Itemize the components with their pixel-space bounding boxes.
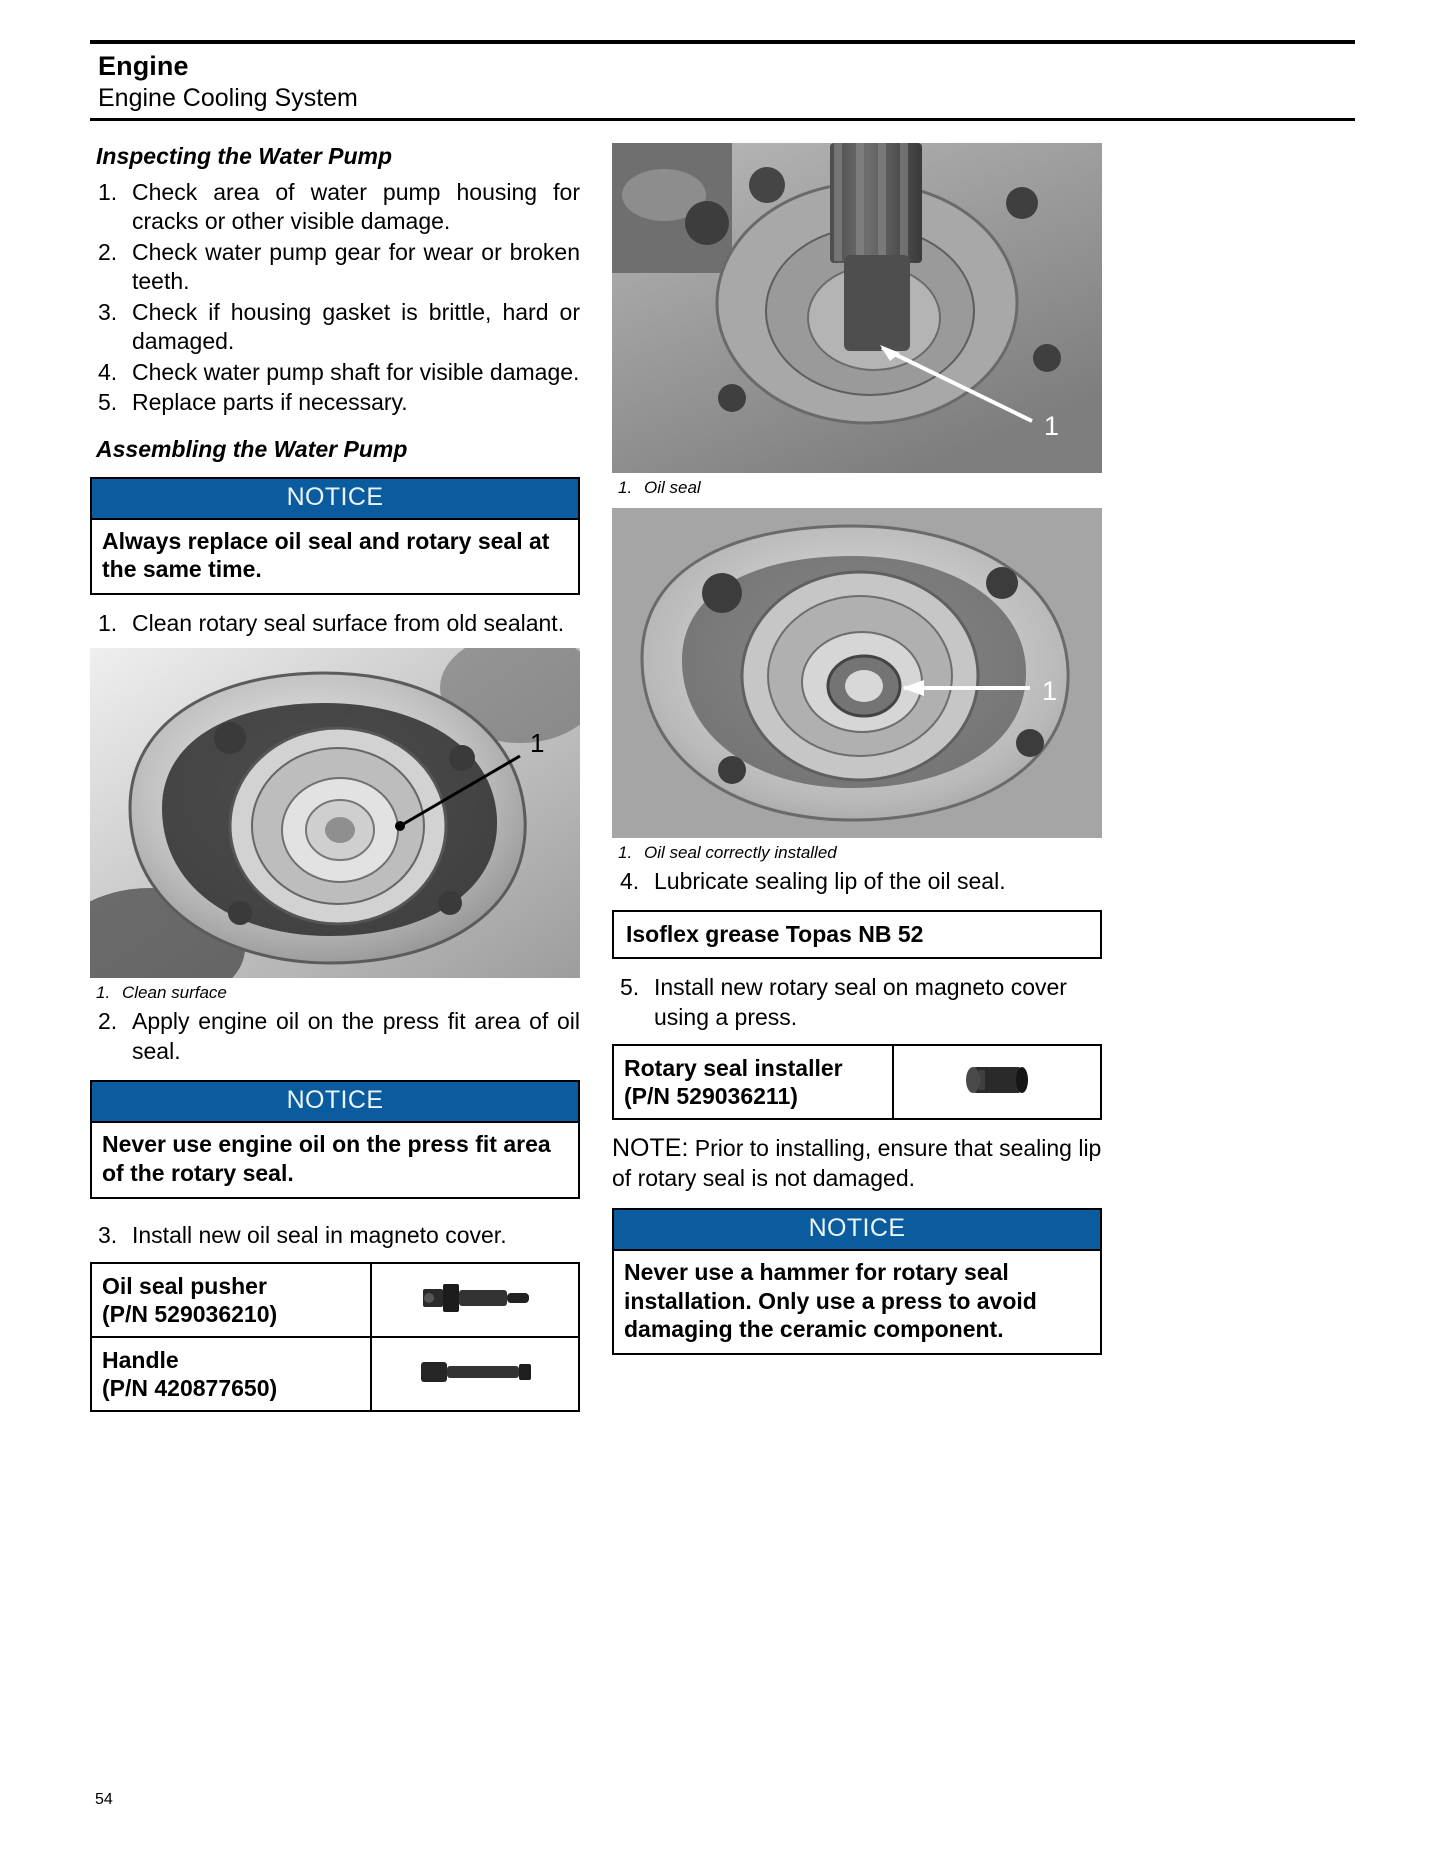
caption-text: Oil seal correctly installed [644,843,837,862]
list-item [90,1007,580,1066]
step-number: 5. [620,974,640,1001]
tool-part-number: (P/N 529036211) [624,1083,798,1110]
caption-text: Clean surface [122,983,227,1003]
tool-name-cell [91,1337,371,1411]
step-text: Install new oil seal in magneto cover. [132,1221,507,1248]
svg-text:1: 1 [1044,411,1060,441]
header-rule-bottom [90,118,1355,121]
list-item [90,358,580,387]
step-text: Replace parts if necessary. [132,389,408,416]
heading-assembling-water-pump: Assembling the Water Pump [96,435,408,462]
step-number: 3. [98,298,118,325]
list-item [90,609,580,638]
tool-part-number: (P/N 420877650) [102,1375,278,1402]
step-text: Clean rotary seal surface from old sealant. [132,610,565,636]
notice-bar-label: NOTICE [92,1082,578,1123]
caption-number: 1. [618,478,633,497]
caption-number: 1. [618,843,633,862]
tool-label: Oil seal pusher [102,1273,267,1300]
page-number-footer: 54 [95,1791,113,1808]
page-header [90,40,1355,121]
step-text: Apply engine oil on the press fit area of oil seal. [132,1008,580,1064]
two-column-body [90,143,1355,1424]
notice-bar-label: NOTICE [614,1210,1100,1251]
list-item [90,298,580,357]
oil-seal-pusher-tool-icon [405,1275,545,1321]
inspecting-steps-list [90,178,580,418]
assembling-step-1 [90,609,580,638]
list-item [612,867,1102,896]
table-row [613,1045,1101,1119]
notice-box-no-hammer [612,1208,1102,1355]
step-number: 1. [98,179,118,205]
left-column [90,143,580,1424]
caption-number: 1. [96,983,111,1003]
table-row [91,1337,579,1411]
tool-label: Rotary seal installer [624,1055,843,1082]
handle-tool-icon [405,1349,545,1395]
notice-bar-label: NOTICE [92,479,578,520]
step-text: Check water pump gear for wear or broken teeth. [132,238,580,295]
step-number: 3. [98,1221,118,1248]
step-number: 1. [98,610,118,636]
grease-spec-box: Isoflex grease Topas NB 52 [612,910,1102,959]
oil-seal-press-photo [612,143,1102,473]
svg-text:1: 1 [1042,676,1058,706]
step-number: 4. [620,868,640,894]
caption-text: Oil seal [644,478,701,497]
figure-caption [96,983,580,1003]
figure-caption [618,478,1102,498]
svg-text:1: 1 [530,728,545,759]
step-text: Check if housing gasket is brittle, hard or damaged. [132,298,580,355]
page-subtitle: Engine Cooling System [98,84,358,112]
rotary-seal-installer-tool-icon [927,1057,1067,1103]
step-number: 2. [98,1008,118,1035]
tool-name-cell [613,1045,893,1119]
notice-body-text: Never use a hammer for rotary seal installation. Only use a press to avoid damaging the ceramic component. [624,1258,1037,1343]
list-item [90,1221,580,1250]
notice-body-text: Always replace oil seal and rotary seal at the same time. [102,527,550,583]
figure-oil-seal-installed [612,508,1102,863]
tool-image-cell [371,1263,579,1337]
assembling-step-3 [90,1221,580,1250]
list-item [90,238,580,297]
magneto-cover-photo [90,648,580,978]
tool-table-rotary-seal [612,1044,1102,1120]
note-text: Prior to installing, ensure that sealing lip of rotary seal is not damaged. [612,1135,1102,1192]
right-column [612,143,1102,1369]
assembling-step-4 [612,867,1102,896]
tool-part-number: (P/N 529036210) [102,1301,278,1328]
note-paragraph [612,1132,1102,1193]
tool-image-cell [893,1045,1101,1119]
tool-table-oil-seal [90,1262,580,1412]
list-item [90,178,580,237]
notice-box-no-oil-on-rotary-seal [90,1080,580,1199]
step-text: Lubricate sealing lip of the oil seal. [654,868,1006,894]
step-number: 2. [98,238,118,265]
figure-clean-surface [90,648,580,1003]
table-row [91,1263,579,1337]
step-text: Check area of water pump housing for cracks or other visible damage. [132,179,580,235]
assembling-step-2 [90,1007,580,1066]
step-number: 5. [98,389,118,416]
figure-oil-seal [612,143,1102,498]
step-text: Check water pump shaft for visible damage. [132,358,580,385]
note-label: NOTE: [612,1134,689,1163]
assembling-step-5 [612,973,1102,1032]
page-title: Engine [98,51,189,81]
tool-image-cell [371,1337,579,1411]
notice-body-text: Never use engine oil on the press fit area of the rotary seal. [102,1131,551,1187]
notice-box-replace-seals [90,477,580,596]
heading-inspecting-water-pump: Inspecting the Water Pump [96,143,393,169]
step-text: Install new rotary seal on magneto cover using a press. [654,974,1067,1030]
figure-caption [618,843,1102,863]
oil-seal-installed-photo [612,508,1102,838]
list-item [612,973,1102,1032]
tool-label: Handle [102,1347,179,1374]
tool-name-cell [91,1263,371,1337]
step-number: 4. [98,358,118,385]
list-item [90,388,580,417]
